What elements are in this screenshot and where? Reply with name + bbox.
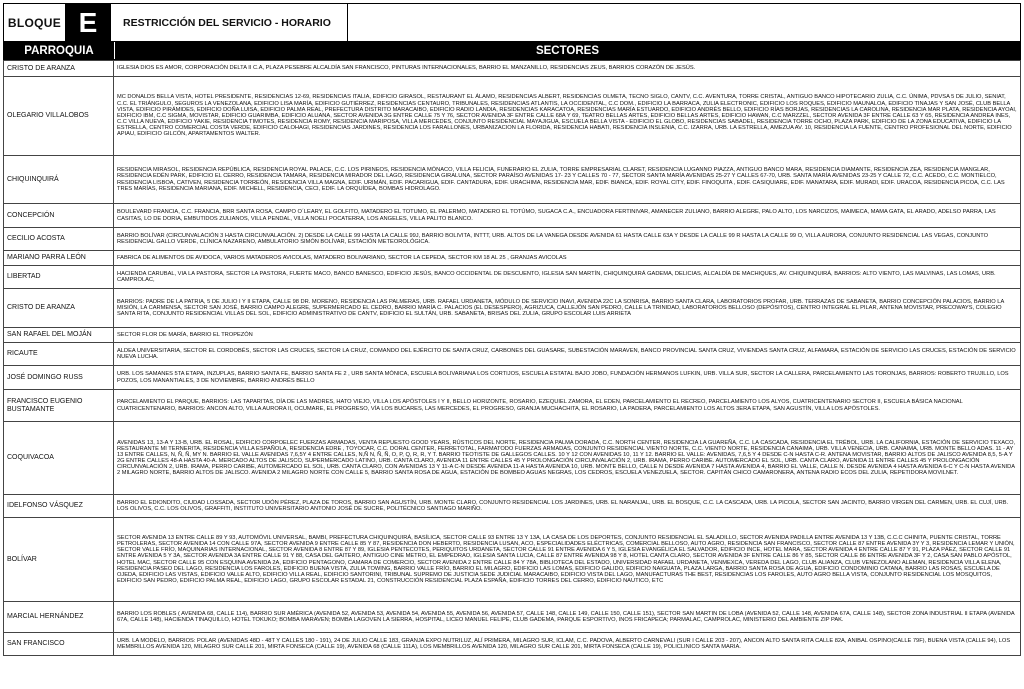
table-row [4, 328, 1021, 343]
parroquia-cell: COQUIVACOA [4, 422, 114, 495]
parroquia-cell: SAN RAFAEL DEL MOJÁN [4, 328, 114, 343]
table-row [4, 390, 1021, 422]
bloque-letter: E [66, 4, 110, 41]
sectores-cell: BARRIOS: PADRE DE LA PATRIA, 5 DE JULIO I Y II ETAPA, CALLE 98 DR. MORENO, RESIDENCIA LAS PALMERAS, URB. RAFAEL URDANETA, MÓDULO DE SERVICIO INAVI, AVENIDA 22C LA SONRISA, BARRIO SANTA CLARA, LABORATORIOS PROFAR, URB. TERRAZAS DE SABANETA, BARRIO CONCEPCIÓN PALACIOS, BARRIO LA MISIÓN, LA CARMENSA, SECTOR SAN JOSÉ, BARRIO CAMPO ALEGRE, SUPERMERCADO EL CEDRO, BARRIO MARÍA C. PALACIOS (EL DESESPERO), AGRIZUCA, CALLEJÓN SAN PEDRO, CALLE LA TRINIDAD, LABORATORIOS BELLOSO (DEPÓSITOS), CENTRO INTEGRAL EL PILAR, ANTENA MOVISTAR, PRECOWAYS, COLEGIO SANTA RITA, CONJUNTO RESIDENCIAL VILLAS DEL SOL, EDIFICIO ADMINISTRATIVO DE CANTV, EDIFICIO EL SULTÁN, URB. SABANETA, BRISAS DEL ZULIA, GRUPO ESCOLAR LUIS ARRIETA [114, 289, 1021, 328]
parroquia-cell: MARCIAL HERNÁNDEZ [4, 602, 114, 633]
parroquia-cell: LIBERTAD [4, 266, 114, 289]
table-row [4, 518, 1021, 602]
table-row [4, 602, 1021, 633]
sheet-header [3, 3, 1021, 41]
sectores-cell: MC DONALDS BELLA VISTA, HOTEL PRESIDENTE, RESIDENCIAS 12-69, RESIDENCIAS ITALIA, EDIFICIO GIRASOL, RESTAURANT EL ÁLAMO, RESIDENCIAS ALBERT, RESIDENCIAS OLMETA, TECNO SIGLO, CANTV, C.C. AVENTURA, TORRE CRISTAL, ANTIGUO BANCO HIPOTECARIO ZULIA, C.C. ÚNIMA, PDVSA 5 DE JULIO, SENIAT, C.C. EL TRIÁNGULO, SEGUROS LA VENEZOLANA, EDIFICIO LISA MARÍA, EDIFICIO GUTIÉRREZ, RESIDENCIAS CENTAURO, TRIBUNALES, RESIDENCIAS ATLANTIS, LA OCCIDENTAL, C.C DOM., EDIFICIO LA BARRACA, ZULIA ELECTRONIC, EDIFICIO LOS ROQUES, EDIFICIO MAUNALOA, EDIFICIO TINAJAS Y SAN JOSÉ, CLUB BELLA VISTA, EDIFICIO PIRÁMIDES, EDIFICIO DOÑA LUISA, EDIFICIO PALMA REAL, PREFECTURA DISTRITO MARACAIBO, EDIFICIO RADIO LANDIA, RESIDENCIAS KARACATOA, RESIDENCIAS MARÍA ESTUARDO, EDIFICIO ANDRÉS BELLO, EDIFICIO RÍAS BORJAS, RESIDENCIAS LA CAROLINA, RESIDENCIA MAR PLATA, RESIDENCIA AYOAI, EDIFICIO IBM, C.C SIGMA, MOVISTAR, EDIFICIO GUARIMBA, EDIFICIO ALUANA, SECTOR AVENIDA 3G ENTRE CALLE 75 Y 76, SECTOR AVENIDA 3F ENTRE CALLE 68A Y 69, TEATRO BELLAS ARTES, EDIFICIO BELLAS ARTES, EDIFICIO HAWAN, C.C MARZZEL, SECTOR AVENIDA 3F ENTRE CALLE 63 Y 65, RESIDENCIA ANDREA INES, C.C VILLA NUEVA, EDIFICIO YAKIE, RESIDENCIA TIMOTES, RESIDENCIA ROMY, RESIDENCIA MARIPOSA, VILLA MERCEDES, CONJUNTO RESIDENCIAL MAYAJIGUA, ESCUELA BELLA VISTA - EDIFICIO EL GLOBO, RESIDENCIAS SABADEL, RESIDENCIA TORRE OCHO, PLAZA PARK, EDIFICIO DE LA ZONA EDUCATIVA, EDIFICIO LA ESTRELLA, CENTRO COMERCIAL COSTA VERDE, EDIFICIO CALOHAGI, RESIDENCIAS JARDINES, RESIDENCIA LOS FARALLONES, URBANIZACION LA FLORIDA, RESIDENCIA HABATI, RESIDENCIA INSLENIA, C.C. IZARRA, URB. LA ESTRELLA, AMEZUA AV. 10, RESIDENCIA LA FUENTE, CENTRO PROFESIONAL DEL NORTE, EDIFICIO APIAU, EDIFICIO GILCÓN, APARTAMENTOS WALTER. [114, 77, 1021, 156]
table-row [4, 61, 1021, 77]
parroquia-cell: CONCEPCIÓN [4, 204, 114, 228]
sectores-cell: FABRICA DE ALIMENTOS DE AVIDOCA, VARIOS MATADEROS AVICOLAS, MATADERO BOLIVARIANO, SECTOR LA CEPEDA, SECTOR KM 18 AL 25 , GRANJAS AVICOLAS [114, 251, 1021, 266]
header-spacer [348, 4, 1020, 41]
parroquia-cell: SAN FRANCISCO [4, 633, 114, 656]
sectores-cell: IGLESIA DIOS ES AMOR, CORPORACIÓN DELTA II C.A, PLAZA PESEBRE ALCALDÍA SAN FRANCISCO, PINTURAS INTERNACIONALES, BARRIO EL MANZANILLO, RESIDENCIAS ZEUS, BARRIOS CORAZÓN DE JESÚS. [114, 61, 1021, 77]
sectores-cell: ALDEA UNIVERSITARIA, SECTOR EL CORDOBÉS, SECTOR LAS CRUCES, SECTOR LA CRUZ, COMANDO DEL EJÉRCITO DE SANTA CRUZ, CARBONES DEL GUASARE, SUBESTACIÓN MARAVEN, BANCO PROVINCIAL SANTA CRUZ, VIVIENDAS SANTA CRUZ, ALFAMARA, ESTACIÓN DE SERVICIO LAS CRUCES, ESTACIÓN DE SERVICIO NUEVA LUCHA. [114, 343, 1021, 366]
parroquia-cell: IDELFONSO VÁSQUEZ [4, 495, 114, 518]
table-row [4, 266, 1021, 289]
parroquia-cell: MARIANO PARRA LEÓN [4, 251, 114, 266]
table-row [4, 228, 1021, 251]
sectores-cell: URB. LA MODELO, BARRIOS: POLAR (AVENIDAS 48D - 48T Y CALLES 180 - 191), 24 DE JULIO CALLE 183, GRANJA EXPO NUTRILUZ, ALÍ PRIMERA, MILAGRO SUR, ICLAM, C.C. PADOVA, ALBERTO CARNEVALI (SUR I CALLE 203 - 207), ANCON ALTO SANTA RITA CALLE 82A, ANIBAL OSPINO(CALLE 79F), BUENA VISTA (CALLE 94), LOS MEMBRILLOS AVENIDA 120, MILAGRO SUR CALLE 201, MIRTA FONSECA (CALLE 19), AVENIDA 68 (CALLE 111A), LOS MEMBRILLOS AVENIDA 120, MILAGRO SUR CALLE 201, MIRTA FONSECA (CALLE 19), POLICLINICO SANTA MARIA. [114, 633, 1021, 656]
table-row [4, 77, 1021, 156]
parroquia-cell: CRISTO DE ARANZA [4, 61, 114, 77]
sectores-cell: RESIDENCIA MIRASOL, RESIDENCIA REPÚBLICA, RESIDENCIA ROYAL PALACE, C.C. LOS PIRINEOS, RESIDENCIA MÓNACO, VILLA FELICIA, FUNERARIO EL ZULIA, TORRE EMPRESARIAL CLARET, RESIDENCIA LUGANNO PIAZZA, ANTIGUO BANCO MARA, RESIDENCIA DIAMANTE, RESIDENCIA ZEA, RESIDENCIA MANGLAR, RESIDENCIA EDÉN PARK, EDIFICIO EL CERRO, RESIDENCIA TAMARA, RESIDENCIA MIRADOR DEL LAGO, RESIDENCIA GIRALUNA, SECTOR PARAÍSO AVENIDAS 17- 23 Y CALLES 70 - 77, SECTOR SANTA MARÍA AVENIDAS 25-27 Y CALLES 67-70, URB. SANTA MARÍA AVENIDAS 23-25 Y CALLE 72, C.C. ACEDO, C.C. MONTIELCO, RESIDENCIA LISBOA, CATIVEN, RESIDENCIA TORREÓN, RESIDENCIA VILLA MAGNA, EDIF. URIMÁN, EDIF. PACARIGUA, EDIF. CANTADURA, EDIF. URACHIMA, RESIDENCIA MAR, EDIF. BIANCA, EDIF. ROYAL CITY, EDIF. FINOQUITA , EDIF. CASIQUIARE, EDIF. MANATARA, EDIF. MURADI, EDIF. URACOA, RESIDENCIA PICOA, C.C. LAS TRES MARÍAS, RESIDENCIA MARIANA, EDIF. MICHELL, RESIDENCIA, CECI, EDIF. LA ORQUÍDEA, BOMBAS HIDROLAGO. [114, 156, 1021, 204]
parroquia-cell: CHIQUINQUIRÁ [4, 156, 114, 204]
table-row [4, 289, 1021, 328]
sectores-cell: SECTOR FLOR DE MARÍA, BARRIO EL TROPEZÓN [114, 328, 1021, 343]
table-row [4, 156, 1021, 204]
parroquia-cell: CECILIO ACOSTA [4, 228, 114, 251]
column-headers [3, 41, 1021, 60]
parroquia-cell: CRISTO DE ARANZA [4, 289, 114, 328]
table-row [4, 251, 1021, 266]
parroquia-cell: RICAUTE [4, 343, 114, 366]
bloque-label: BLOQUE [4, 4, 66, 41]
parroquia-cell: JOSÉ DOMINGO RUSS [4, 366, 114, 390]
parroquia-cell: BOLÍVAR [4, 518, 114, 602]
column-header-sectores: SECTORES [535, 44, 600, 57]
table-row [4, 633, 1021, 656]
table-row [4, 366, 1021, 390]
table-row [4, 422, 1021, 495]
table-row [4, 204, 1021, 228]
sectores-cell: BOULEVARD FRANCIA, C.C. FRANCIA, BRR SANTA ROSA, CAMPO O´LEARY, EL GOLFITO, MATADERO EL TOTUMO, EL PALERMO, MATADERO EL TOTÚMO, SUGACA C.A., ENCUADORA FERTINIVAR, AMANECER ZULIANO, BARRIO ALEGRE, PALO ALTO, LOS NARCIZOS, MAIMECA, MAMA GATA, EL ARADO, ADELSO PARRA, LAS CASITAS, LO DE DORIA, EMBUTIDOS ZULIANOS, VILLA PENDAL, VILLA NOELI POCATERRA, LOS ANGELES, VILLA PALITO BLANCO. [114, 204, 1021, 228]
sectores-cell: URB. LOS SAMANES 5TA ETAPA, INZUPLAS, BARRIO SANTA FE, BARRIO SANTA FE 2 , URB SANTA MÓNICA, ESCUELA BOLIVARIANA LOS CORTIJOS, ESCUELA ESTATAL BAJO JOBO, FUNDACIÓN HERMANOS LUFKIN, URB. VILLA SUR, SECTOR LA CALLERA, PARCELAMIENTO LAS TORONJAS, BARRIOS: ROBERTO TRUJILLO, LOS POZOS, LOS MANANTIALES, 3 DE NOVIEMBRE, BARRIO ANDRÉS BELLO [114, 366, 1021, 390]
column-header-parroquia: PARROQUIA [4, 42, 115, 59]
sectores-cell: BARRIO LOS ROBLES ( AVENIDA 68, CALLE 114), BARRIO SUR AMÉRICA (AVENIDA 52, AVENIDA 53, AVENIDA 54, AVENIDA 55, AVENIDA 56, AVENIDA 57, CALLE 148, CALLE 149, CALLE 150, CALLE 151), SECTOR SAN MARTIN DE LOBA (AVENIDA 52, CALLE 148, AVENIDA 67A, CALLE 148), SECTOR ZONA INDUSTRIAL II ETAPA (AVENIDA 67A, CALLE 148), HACIENDA TINAQUILLO, HOTEL TOKUKO; BOMBA MARAVEN; BOMBA LAGOVEN LA SIERRA, HOSPITAL, LICEO MANUEL FELIPE, CLUB GADEMA, PARQUE ESPORTIVO, INOS FRICAPECA; PARMALAC, CAMPROLAC, MINISTERIO DEL AMBIENTE ZIP PAK. [114, 602, 1021, 633]
restriction-sheet [3, 3, 1021, 656]
parroquia-cell: OLEGARIO VILLALOBOS [4, 77, 114, 156]
sectores-cell: AVENIDAS 13, 13-A Y 13-B, URB. EL ROSAL, EDIFICIO CORPOELEC FUERZAS ARMADAS, VENTA REPUESTO GOOD YEARS, RÚSTICOS DEL NORTE, RESIDENCIA PALMA DORADA, C.C. NORTH CENTER, RESIDENCIA LA GUAREÑA, C.C. LA CASCADA, RESIDENCIA EL TRÉBOL, URB. LA CALIFORNIA, ESTACIÓN DE SERVICIO TEXACO, RESTAURANTE MI TERNERITA, RESIDENCIA VILLA ESPAÑOLA, RESIDENCIA EDRE , TOYOCAR, C.C. DORAL CENTER, FERRETOTAL, FARMATODO FUERZAS ARMADAS, CONJUNTO RESIDENCIAL VIENTO NORTE, C.C. VIENTO NORTE, RESIDENCIA CANAIMA, URB. VILLA VENECIA, URB. CANAIMA, URB. MONTE BELLO ADAS. 11 - AY 13 ENTRE CALLES, N, Ñ, Ñ, MY N. BARRIO EL VALLE AVENIDAS 7,6,5Y 4 ENTRE CALLES, N,Ñ N, Ñ, Ñ, O, P, Q, R, R, Y T. BARRIO TEOTISTE DE GALLEGOS CALLES. 10 Y 12 CON AVENIDAS 10, 11 Y 12. BARRIO EL VALLE: AVENIDAS, 7,6,5 Y 4 DESDE C-N HASTA C-R. ANTENA MOVISTAR, BARRIO ALTOS DE JALISCO AVENIDA 8,5, 5-A Y 2G ENTRE CALLES 48-A HASTA 40-A. MERCADO ALTOS DE JALISCO, SUPERMERCADO LATINO, URB. CANTA CLARO, AVENIDA 11 ENTRE CALLES 45 Y PROLONGACIÓN CIRCUNVALACIÓN 2, URB. IRAMA, PERRO CARIBE. AUTOMERCADO EL SOL, URB. CANTA CLARO, AVENIDA 11 ENTRE CALLES 45 Y PROLONGACIÓN CIRCUNVALACIÓN 2, URB. IRAMA, PERRO CARIBE, AUTOMERCADO EL SOL, URB. CANTA CLARO, CON AVENIDAS 13 Y 11-A C-N DESDE AVENIDA 11-A HASTA AVENIDA 10, URB. MONTE BELLO, CALLE N DESDE AVENIDA 7 HASTA AVENIDA 4, BARRIO EL VALLE, CALLE N. DESDE AVENIDA 4 HASTA AVENIDA 6-C Y C-N HASTA AVENIDA 2 MILAGRO NORTE, BARRIO ALTOS DE JALISCO. AVENIDA 2 MILAGRO NORTE CON CALLE 5, BARRIO SANTA ROSA DE AGUA, ESTACIÓN DE BOMBEO AGUAS NEGRAS, LOS CEDROS, ESCUELA VENEZUELA, SECTOR. CAPITÁN CHICO CAMARONERA, ANTENA RADIO ECOS DEL ZULIA, REPETIDORA MOVILNET. [114, 422, 1021, 495]
sectores-cell: BARRIO BOLÍVAR (CIRCUNVALACIÓN 3 HASTA CIRCUNVALACIÓN. 2) DESDE LA CALLE 99 HASTA LA CALLE 99J, BARRIO BOLIVITA, INTTT, URB. ALTOS DE LA VANEGA DESDE AVENIDA 61 HASTA CALLE 63A Y DESDE LA CALLE 99 R HASTA LA CALLE 99 O, VILLA AURORA, CONJUNTO RESIDENCIAL LAS VEGAS, CONJUNTO RESIDENCIAL GALLO VERDE, CLÍNICA NAZARENO, AMBULATORIO SIMÓN BOLÍVAR, ESTACIÓN METEOROLÓGICA. [114, 228, 1021, 251]
sectores-cell: SECTOR AVENIDA 13 ENTRE CALLE 89 Y 93, AUTOMÓVIL UNIVERSAL, BAMBI, PREFECTURA CHIQUINQUIRÁ, BASÍLICA, SECTOR CALLE 93 ENTRE 13 Y 13A, LA CASA DE LOS DEPORTES, CONJUNTO RESIDENCIAL EL SALADILLO, SECTOR AVENIDA PADILLA ENTRE AVENIDA 13 Y 13B, C.C.C CHINITA, PUENTE CRISTAL, TORRE PETROLERAS, SECTOR AVENIDA 14 CON CALLE 97A, SECTOR AVENIDA 9 ENTRE CALLE 85 Y 87, RESIDENCIA DON HEBERTO, RESIDENCIA LUSAN, ACO, ESPECIALIDADES ELÉCTRICAS, COMERCIAL BELLOSO, AUTO AGRO, RESIDENCIA SAN FRANCISCO, SECTOR CALLE 87 ENTRE AVENIDA 3Y Y 3, RESIDENCIA LEMAR Y UNIÓN, SECTOR VALLE FRÍO, MAQUINARIAS INTERNACIONAL, SECTOR AVENIDA 8 ENTRE 87 Y 89, IGLESIA PENTECOTES, PERIQUITOS URDANETA, SECTOR CALLE 91 ENTRE AVENIDA 6 Y 5, IGLESIA EVANGÉLICA EL SALVADOR, EDIFICIO INCE, HOTEL MARA, SECTOR AVENIDA 4 ENTRE CALLE 87 Y 91, PLAZA PÁEZ, SECTOR CALLE 91 ENTRE AVENIDA 5 Y 3A, SECTOR AVENIDA 3A ENTRE CALLE 91 Y 88, CASA DEL GAITERO, ANTIGUO CINE METRO, EL EMPEDRAO, IGLESIA SANTA LUCIA, CALLE 87 ENTRE AVENIDA 98 Y 8, HOTEL CANTA CLARO, SECTOR AVENIDA 3F ENTRE CALLE 86 Y 85, SECTOR CALLE 86 ENTRE AVENIDA 3F Y 2, CASA SAN PABLO APÓSTOL, HOTEL MAC, SECTOR CALLE 95 CON ESQUINA AVENIDA 2A, EDIFICIO PENTAGONO, CAMARA DE COMERCIO, SECTOR AVENIDA 2 ENTRE CALLE 84 Y 78A, BIBLIOTECA DEL ESTADO, UNIVERSIDAD RAFAEL URDANETA, VENMEXCA, VEREDA DEL LAGO, CLUB ALIANZA, CLUB VENEZOLANO ALEMAN, RESIDENCIA VILLA ELENA, RESIDENCIA PASEO DEL LAGO, RESIDENCIA LOS FAROLES, EDIFICIO BUENA VISTA, ZULIA TOWING, BARRIO VALLE FRÍO, BARRIO EL MILAGRO, EDIFICIO LAS LOMAS, EDIFICIO GALIDO, EDIFICIO NAIGUATA, PLAZA LARGA, BARRIO SANTA ROSA DE AGUA, EDIFICIO CONDOMINIO CATANA, BARRIO LAS ROSAS, ESCUELA DE OJEDA, EDIFICIO LAS VISTAS, EDIFICIO VALLE ALTO, EDIFICIO VILLA REAL, EDIFICIO SANTORINI, TRIBUNAL SUPREMO DE JUSTICIA SEDE JUDICIAL MARACAIBO, EDIFICIO VISTA DEL LAGO, MANUFACTURAS THE BEST, RESIDENCIAS LOS FAROLES, AUTO AGRO BELLA VISTA, CONJUNTO RESIDENCIAL LOS MOSQUITOS, EDIFICIO SAN PEDRO, EDIFICIO PALMA REAL, EDIFICIO LAGO, GRUPO ESCOLAR ESTADAL 21, CONSTRUCCIÓN RESIDENCIAL PLAZA ESPAÑA, EDIFICIO TORRES DEL CERRO, EDIFICIO NAUTICO, ETC [114, 518, 1021, 602]
table-row [4, 343, 1021, 366]
sectores-cell: BARRIO EL EDIONDITO, CIUDAD LOSSADA, SECTOR UDÓN PÉREZ, PLAZA DE TOROS, BARRIO SAN AGUSTÍN, URB. MONTE CLARO, CONJUNTO RESIDENCIAL LOS JARDINES, URB. EL NARANJAL, URB. EL BOSQUE, C.C. LA CASCADA, URB. LA PICOLA, SECTOR SAN JACINTO, BARRIO VIRGEN DEL CARMEN, URB. EL CUJÍ, URB. LOS OLIVOS, C.C. LOS OLIVOS, GRAFFITI, INSTITUTO UNIVERSITARIO ANTONIO JOSÉ DE SUCRE, POLITÉCNICO SANTIAGO MARIÑO. [114, 495, 1021, 518]
sectores-cell: PARCELAMIENTO EL PARQUE, BARRIOS: LAS TAPARITAS, DÍA DE LAS MADRES, HATO VIEJO, VILLA LOS APÓSTOLES I Y II, BELLO HORIZONTE, ROSARIO, EZEQUIEL ZAMORA, EL EDEN, PARCELAMIENTO EL RECREO, PARCELAMIENTO LOS ALYOS, CUATRICENTENARIO SECTOR II, ESCUELA BÁSICA NACIONAL CUATRICENTENARIO, BARRIOS: ANCON ALTO, VILLA AURORA II, OCUMARE, EL PROGRESO, VÍA LOS BUCARES, LAS MERCEDES, EL PROGRESO, GRANJA MUCHACHITA, EL ROSARIO, LA PADERA, PARCELAMIENTO LOS ALTOS 3ERA ETAPA, SAN AGUSTÍN, VILLA LOS APÓSTOLES. [114, 390, 1021, 422]
sectors-table [3, 60, 1021, 656]
sectores-cell: HACIENDA CARUBAL, VIA LA PASTORA, SECTOR LA PASTORA, FUERTE MACO, BANCO BANESCO, EDIFICIO JESÚS, BANCO OCCIDENTAL DE DESCUENTO, IGLESIA SAN MARTÍN, CHIQUINQUIRÁ GADEMA, DELICIAS, ALCALDÍA DE MACHIQUES, AV. CHIQUINQUIRÁ, BARRIOS: ALTO VIENTO, LAS MALVINAS, LAS LOMAS, URB. CAMPROLAC, [114, 266, 1021, 289]
table-row [4, 495, 1021, 518]
parroquia-cell: FRANCISCO EUGENIO BUSTAMANTE [4, 390, 114, 422]
sheet-title: RESTRICCIÓN DEL SERVICIO - HORARIO [110, 4, 348, 41]
